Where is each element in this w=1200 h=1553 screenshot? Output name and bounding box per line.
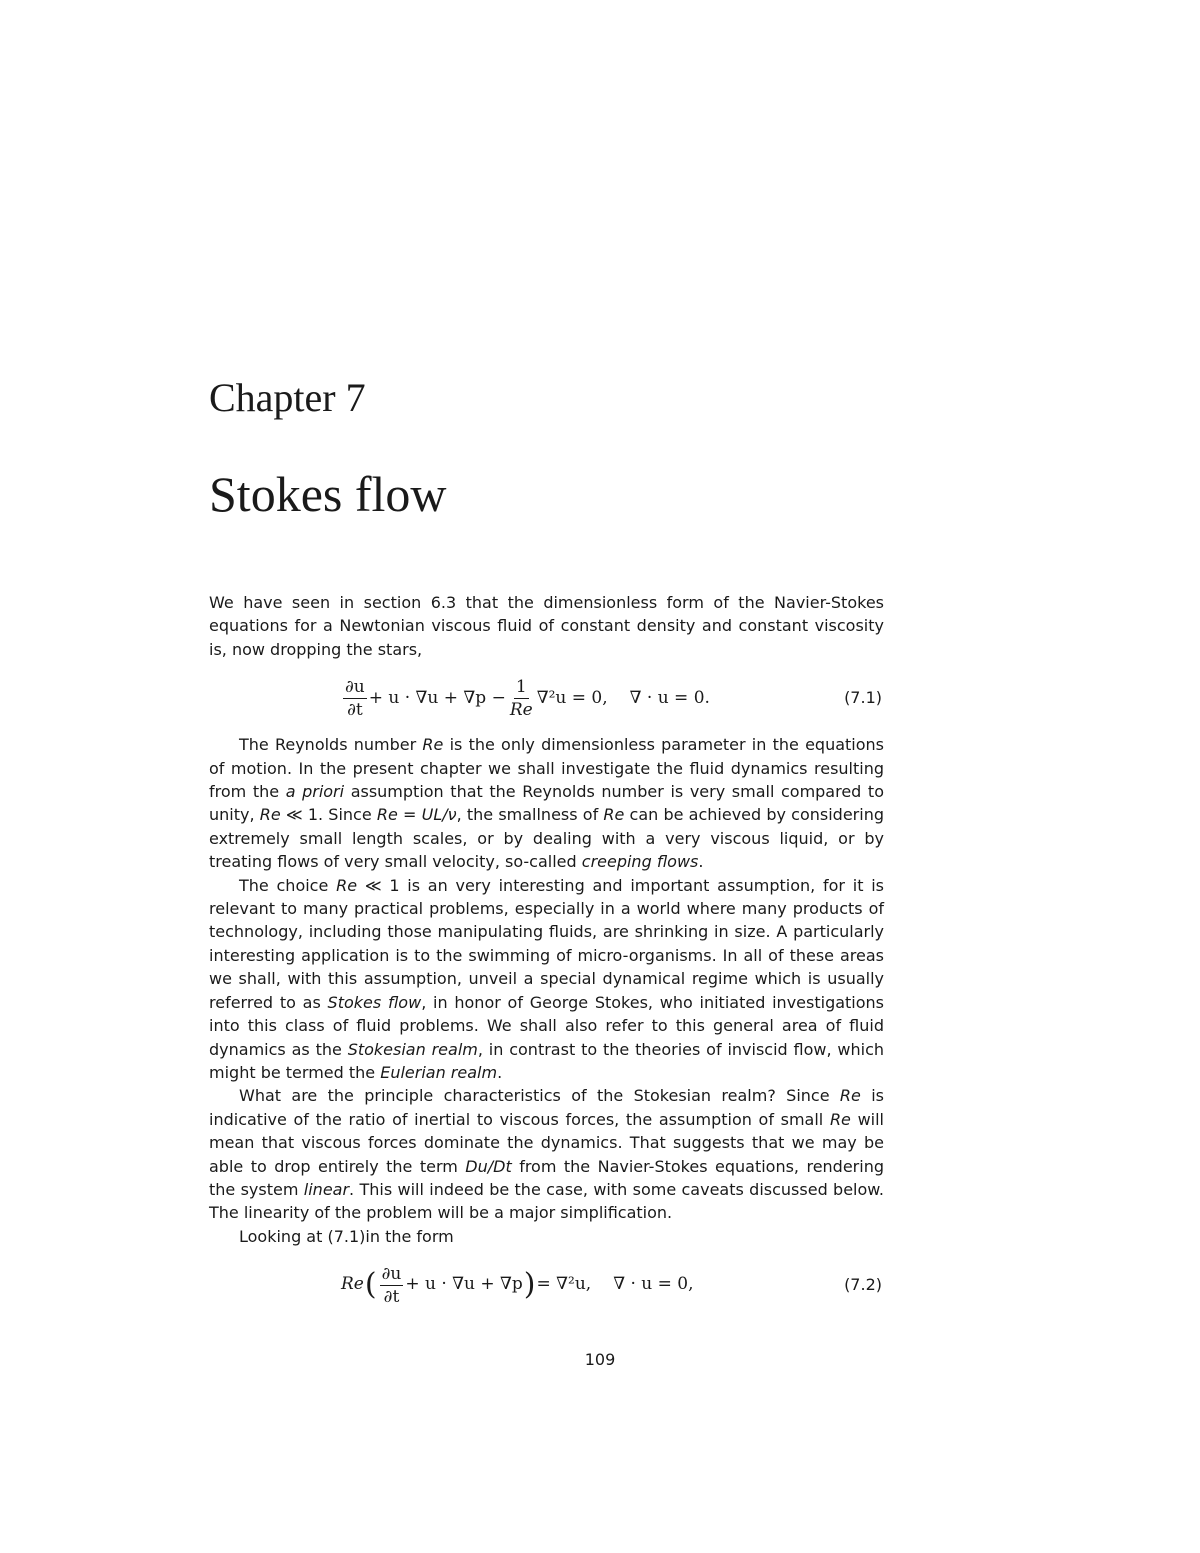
- paragraph-looking: Looking at (7.1)in the form: [239, 1226, 454, 1246]
- eq2-numerator: ∂u: [381, 1263, 402, 1284]
- eq2-re: Re: [341, 1274, 364, 1295]
- equation-7-1-body: [341, 669, 710, 727]
- eq1-terms-a: + u · ∇u + ∇p −: [368, 687, 506, 708]
- equation-7-2-body: [341, 1256, 694, 1314]
- page-number: 109: [584, 1350, 616, 1369]
- equation-7-2: [209, 1256, 884, 1314]
- eq2-terms-a: + u · ∇u + ∇p: [405, 1274, 523, 1295]
- chapter-label: Chapter 7: [209, 375, 366, 420]
- paragraph-choice: The choice Re ≪ 1 is an very interesting and important assumption, for it is relevant to many practical problems, especially in a world where many products of technology, including those manipulating fluids, are shrinking in size. A particularly interesting application is to the swimming of micro-organisms. In all of these areas we shall, with this assumption, unveil a special dynamical regime which is usually referred to as Stokes flow, in honor of George Stokes, who initiated investigations into this class of fluid problems. We shall also refer to this general area of fluid dynamics as the Stokesian realm, in contrast to the theories of inviscid flow, which might be termed the Eulerian realm.: [209, 875, 885, 1082]
- eq2-denominator: ∂t: [383, 1286, 400, 1307]
- eq1-denominator: ∂t: [347, 699, 363, 720]
- intro-paragraph: We have seen in section 6.3 that the dimensionless form of the Navier-Stokes equations for a Newtonian viscous fluid of constant density and constant viscosity is, now dropping the stars,: [209, 593, 884, 659]
- eq1-one: 1: [515, 676, 527, 697]
- equation-7-1: [209, 669, 884, 727]
- eq2-left-paren: (: [364, 1267, 377, 1303]
- equation-number-7-1: (7.1): [844, 688, 882, 708]
- eq2-terms-b: = ∇²u,: [536, 1274, 592, 1295]
- eq1-numerator: ∂u: [345, 676, 365, 697]
- eq1-re: Re: [509, 699, 533, 720]
- eq2-right-paren: ): [523, 1267, 536, 1303]
- eq1-continuity: ∇ · u = 0.: [629, 687, 710, 708]
- eq1-terms-b: ∇²u = 0,: [536, 687, 608, 708]
- eq1-reynolds-fraction: [508, 677, 535, 720]
- paragraph-characteristics: What are the principle characteristics of the Stokesian realm? Since Re is indicative of the ratio of inertial to viscous forces, the assumption of small Re will mean that viscous forces dominate the dynamics. That suggests that we may be able to drop entirely the term Du/Dt from the Navier-Stokes equations, rendering the system linear. This will indeed be the case, with some caveats discussed below. The linearity of the problem will be a major simplification.: [209, 1086, 885, 1223]
- body-text: [209, 591, 884, 1320]
- eq2-partial-fraction: [380, 1264, 404, 1307]
- eq2-continuity: ∇ · u = 0,: [613, 1274, 694, 1295]
- chapter-title: Stokes flow: [209, 466, 447, 522]
- paragraph-reynolds: The Reynolds number Re is the only dimensionless parameter in the equations of motion. In the present chapter we shall investigate the fluid dynamics resulting from the a priori assumption that the Reynolds number is very small compared to unity, Re ≪ 1. Since Re = UL/ν, the smallness of Re can be achieved by considering extremely small length scales, or by dealing with a very viscous liquid, or by treating flows of very small velocity, so-called creeping flows.: [209, 735, 885, 872]
- equation-number-7-2: (7.2): [844, 1275, 882, 1295]
- eq1-partial-fraction: [343, 677, 367, 720]
